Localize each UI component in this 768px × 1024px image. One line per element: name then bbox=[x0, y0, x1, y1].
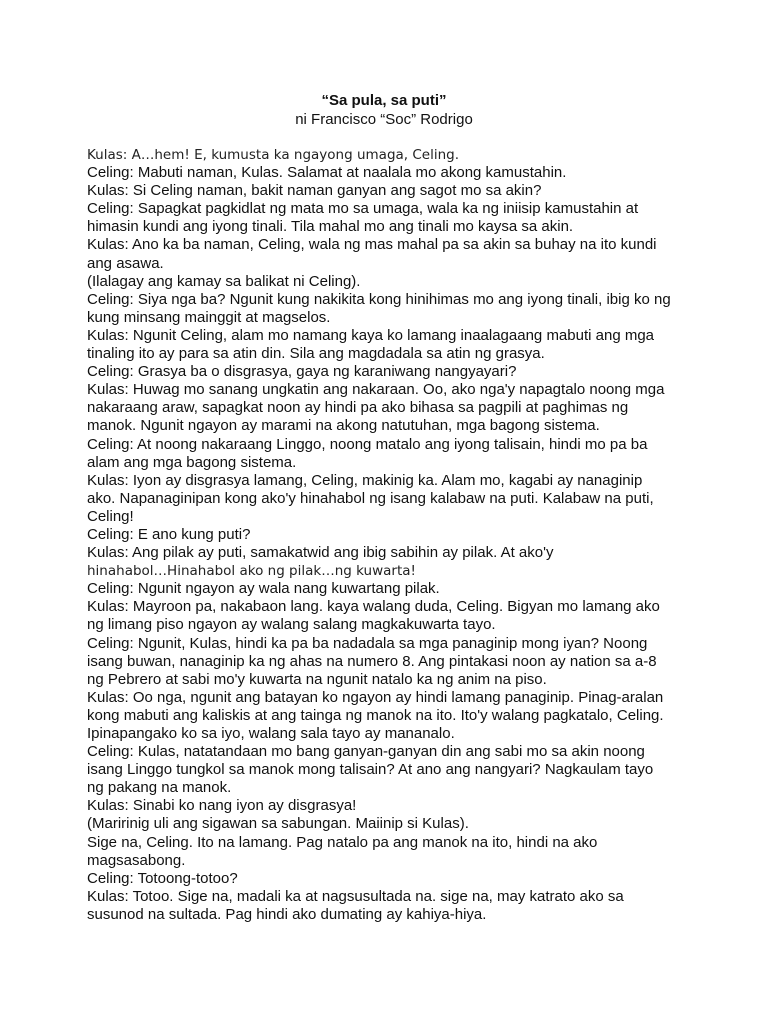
dialogue-line: Kulas: Iyon ay disgrasya lamang, Celing, makinig ka. Alam mo, kagabi ay nanaginip bbox=[87, 471, 643, 489]
dialogue-line: himasin kundi ang iyong tinali. Tila mahal mo ang tinali mo kaysa sa akin. bbox=[87, 218, 574, 236]
dialogue-line: Kulas: Totoo. Sige na, madali ka at nagsusultada na. sige na, may katrato ako sa bbox=[87, 887, 624, 905]
dialogue-line: Celing: At noong nakaraang Linggo, noong matalo ang iyong talisain, hindi mo pa ba bbox=[87, 435, 648, 453]
dialogue-line: ng Pebrero at sabi mo'y kuwarta na ngunit natalo ka ng anim na piso. bbox=[87, 670, 547, 688]
dialogue-line: magsasabong. bbox=[87, 851, 186, 869]
dialogue-line: Celing: E ano kung puti? bbox=[87, 525, 251, 543]
dialogue-line: Kulas: Oo nga, ngunit ang batayan ko ngayon ay hindi lamang panaginip. Pinag-aralan bbox=[87, 688, 664, 706]
document-byline: ni Francisco “Soc” Rodrigo bbox=[295, 111, 473, 128]
dialogue-line: ako. Napanaginipan kong ako'y hinahabol ng isang kalabaw na puti. Kalabaw na puti, bbox=[87, 489, 654, 507]
dialogue-line: Celing: Grasya ba o disgrasya, gaya ng karaniwang nangyayari? bbox=[87, 363, 517, 381]
dialogue-line: Kulas: A…hem! E, kumusta ka ngayong umaga, Celing. bbox=[87, 147, 460, 163]
dialogue-line: (Maririnig uli ang sigawan sa sabungan. Maiinip si Kulas). bbox=[87, 815, 469, 833]
dialogue-line: Celing: Kulas, natatandaan mo bang ganyan-ganyan din ang sabi mo sa akin noong bbox=[87, 743, 645, 761]
dialogue-line: Kulas: Si Celing naman, bakit naman ganyan ang sagot mo sa akin? bbox=[87, 182, 542, 200]
dialogue-line: ang asawa. bbox=[87, 254, 164, 272]
dialogue-line: Kulas: Sinabi ko nang iyon ay disgrasya! bbox=[87, 797, 357, 815]
dialogue-line: Kulas: Ano ka ba naman, Celing, wala ng mas mahal pa sa akin sa buhay na ito kundi bbox=[87, 236, 657, 254]
dialogue-line: hinahabol…Hinahabol ako ng pilak…ng kuwarta! bbox=[87, 563, 416, 580]
dialogue-line: alam ang mga bagong sistema. bbox=[87, 453, 297, 471]
dialogue-line: Ipinapangako ko sa iyo, walang sala tayo ay mananalo. bbox=[87, 725, 455, 742]
dialogue-line: isang Linggo tungkol sa manok mong talisain? At ano ang nangyari? Nagkaulam tayo bbox=[87, 761, 654, 779]
dialogue-line: manok. Ngunit ngayon ay marami na akong natutuhan, mga bagong sistema. bbox=[87, 417, 600, 435]
dialogue-line: susunod na sultada. Pag hindi ako dumating ay kahiya-hiya. bbox=[87, 905, 487, 923]
dialogue-line: kung minsang mainggit at magselos. bbox=[87, 308, 331, 326]
dialogue-line: Kulas: Huwag mo sanang ungkatin ang nakaraan. Oo, ako nga'y napagtalo noong mga bbox=[87, 381, 665, 399]
dialogue-line: Celing: Ngunit, Kulas, hindi ka pa ba nadadala sa mga panaginip mong iyan? Noong bbox=[87, 634, 648, 652]
dialogue-line: Sige na, Celing. Ito na lamang. Pag natalo pa ang manok na ito, hindi na ako bbox=[87, 833, 598, 851]
dialogue-line: Celing: Siya nga ba? Ngunit kung nakikita kong hinihimas mo ang iyong tinali, ibig ko ng bbox=[87, 290, 671, 308]
dialogue-line: Celing: Mabuti naman, Kulas. Salamat at naalala mo akong kamustahin. bbox=[87, 164, 567, 182]
document-title: “Sa pula, sa puti” bbox=[321, 92, 447, 109]
dialogue-line: Celing: Totoong-totoo? bbox=[87, 869, 238, 887]
dialogue-line: nakaraang araw, sapagkat noon ay hindi pa ako bihasa sa pagpili at paghimas ng bbox=[87, 399, 629, 417]
dialogue-line: Celing: Sapagkat pagkidlat ng mata mo sa umaga, wala ka ng iniisip kamustahin at bbox=[87, 200, 639, 218]
dialogue-line: Kulas: Ngunit Celing, alam mo namang kaya ko lamang inaalagaang mabuti ang mga bbox=[87, 326, 655, 344]
dialogue-line: kong mabuti ang kaliskis at ang tainga ng manok na ito. Ito'y walang pagkatalo, Celing. bbox=[87, 706, 664, 724]
dialogue-line: Celing! bbox=[87, 507, 134, 525]
dialogue-body bbox=[87, 146, 687, 924]
dialogue-line: (Ilalagay ang kamay sa balikat ni Celing). bbox=[87, 272, 361, 290]
dialogue-line: Celing: Ngunit ngayon ay wala nang kuwartang pilak. bbox=[87, 580, 440, 598]
dialogue-line: isang buwan, nanaginip ka ng ahas na numero 8. Ang pintakasi noon ay nation sa a-8 bbox=[87, 652, 657, 670]
dialogue-line: ng limang piso ngayon ay walang salang magkakuwarta tayo. bbox=[87, 616, 496, 634]
dialogue-line: Kulas: Mayroon pa, nakabaon lang. kaya walang duda, Celing. Bigyan mo lamang ako bbox=[87, 598, 660, 616]
dialogue-line: ng pakang na manok. bbox=[87, 779, 232, 797]
dialogue-line: tinaling ito ay para sa atin din. Sila ang magdadala sa atin ng grasya. bbox=[87, 345, 545, 363]
dialogue-line: Kulas: Ang pilak ay puti, samakatwid ang ibig sabihin ay pilak. At ako'y bbox=[87, 544, 554, 562]
